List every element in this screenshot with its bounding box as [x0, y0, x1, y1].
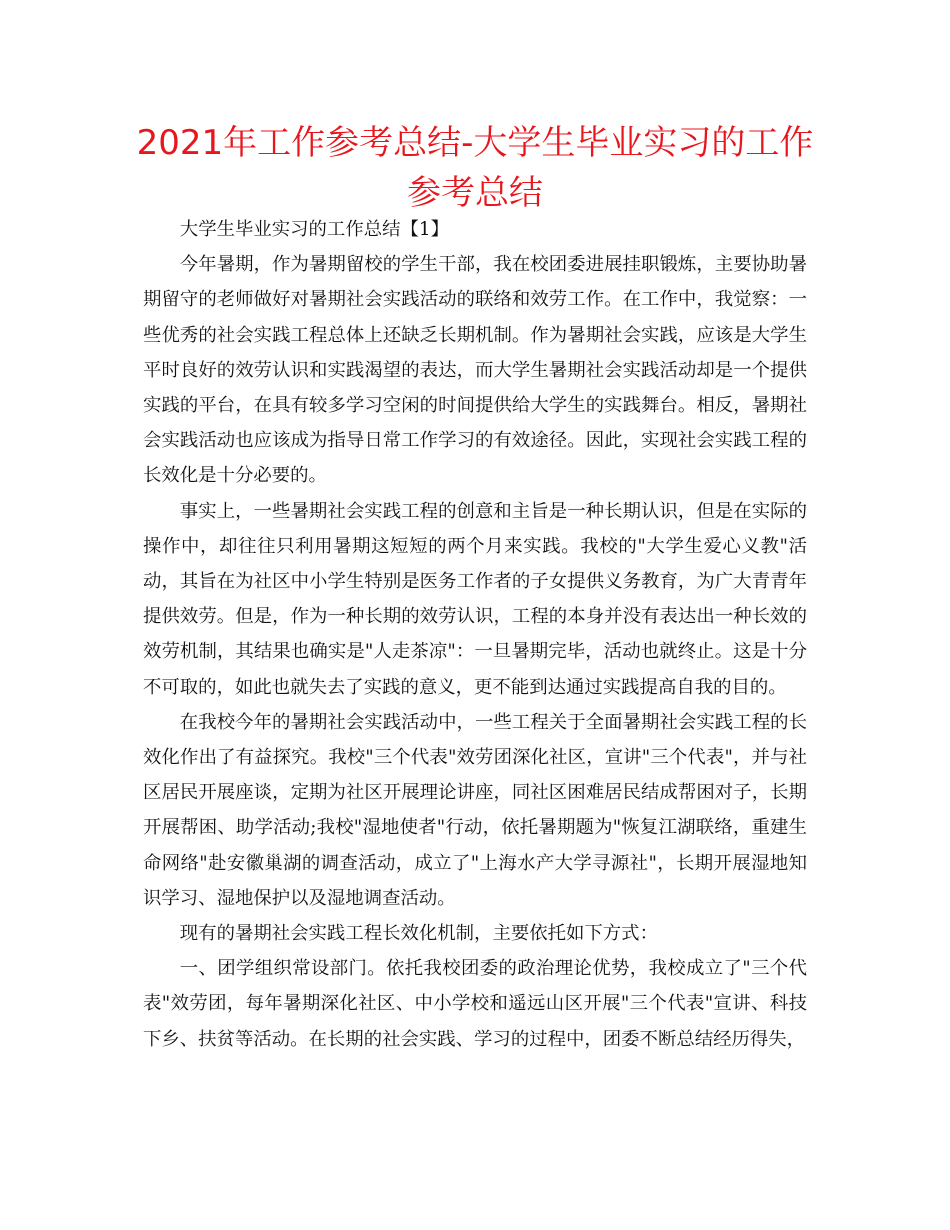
paragraph: 事实上，一些暑期社会实践工程的创意和主旨是一种长期认识，但是在实际的操作中，却往往只利用暑期这短短的两个月来实践。我校的"大学生爱心义教"活动，其旨在为社区中小学生特别是医务工作者的子女提供义务教育，为广大青青年提供效劳。但是，作为一种长期的效劳认识，工程的本身并没有表达出一种长效的效劳机制，其结果也确实是"人走茶凉"：一旦暑期完毕，活动也就终止。这是十分不可取的，如此也就失去了实践的意义，更不能到达通过实践提高自我的目的。 [143, 500, 807, 698]
paragraph: 现有的暑期社会实践工程长效化机制，主要依托如下方式： [179, 923, 658, 945]
section-heading: 大学生毕业实习的工作总结【1】 [179, 219, 449, 240]
paragraph: 在我校今年的暑期社会实践活动中，一些工程关于全面暑期社会实践工程的长效化作出了有益探究。我校"三个代表"效劳团深化社区，宣讲"三个代表"，并与社区居民开展座谈，定期为社区开展理论讲座，同社区困难居民结成帮困对子，长期开展帮困、助学活动;我校"湿地使者"行动，依托暑期题为"恢复江湖联络，重建生命网络"赴安徽巢湖的调查活动，成立了"上海水产大学寻源社"，长期开展湿地知识学习、湿地保护以及湿地调查活动。 [143, 711, 807, 909]
document-title: 2021年工作参考总结-大学生毕业实习的工作参考总结 [136, 123, 814, 213]
document-body [143, 212, 807, 1057]
paragraph: 今年暑期，作为暑期留校的学生干部，我在校团委进展挂职锻炼，主要协助暑期留守的老师做好对暑期社会实践活动的联络和效劳工作。在工作中，我觉察：一些优秀的社会实践工程总体上还缺乏长期机制。作为暑期社会实践，应该是大学生平时良好的效劳认识和实践渴望的表达，而大学生暑期社会实践活动却是一个提供实践的平台，在具有较多学习空闲的时间提供给大学生的实践舞台。相反，暑期社会实践活动也应该成为指导日常工作学习的有效途径。因此，实现社会实践工程的长效化是十分必要的。 [143, 254, 807, 487]
paragraph: 一、团学组织常设部门。依托我校团委的政治理论优势，我校成立了"三个代表"效劳团，每年暑期深化社区、中小学校和遥远山区开展"三个代表"宣讲、科技下乡、扶贫等活动。在长期的社会实践、学习的过程中，团委不断总结经历得失， [143, 958, 807, 1050]
